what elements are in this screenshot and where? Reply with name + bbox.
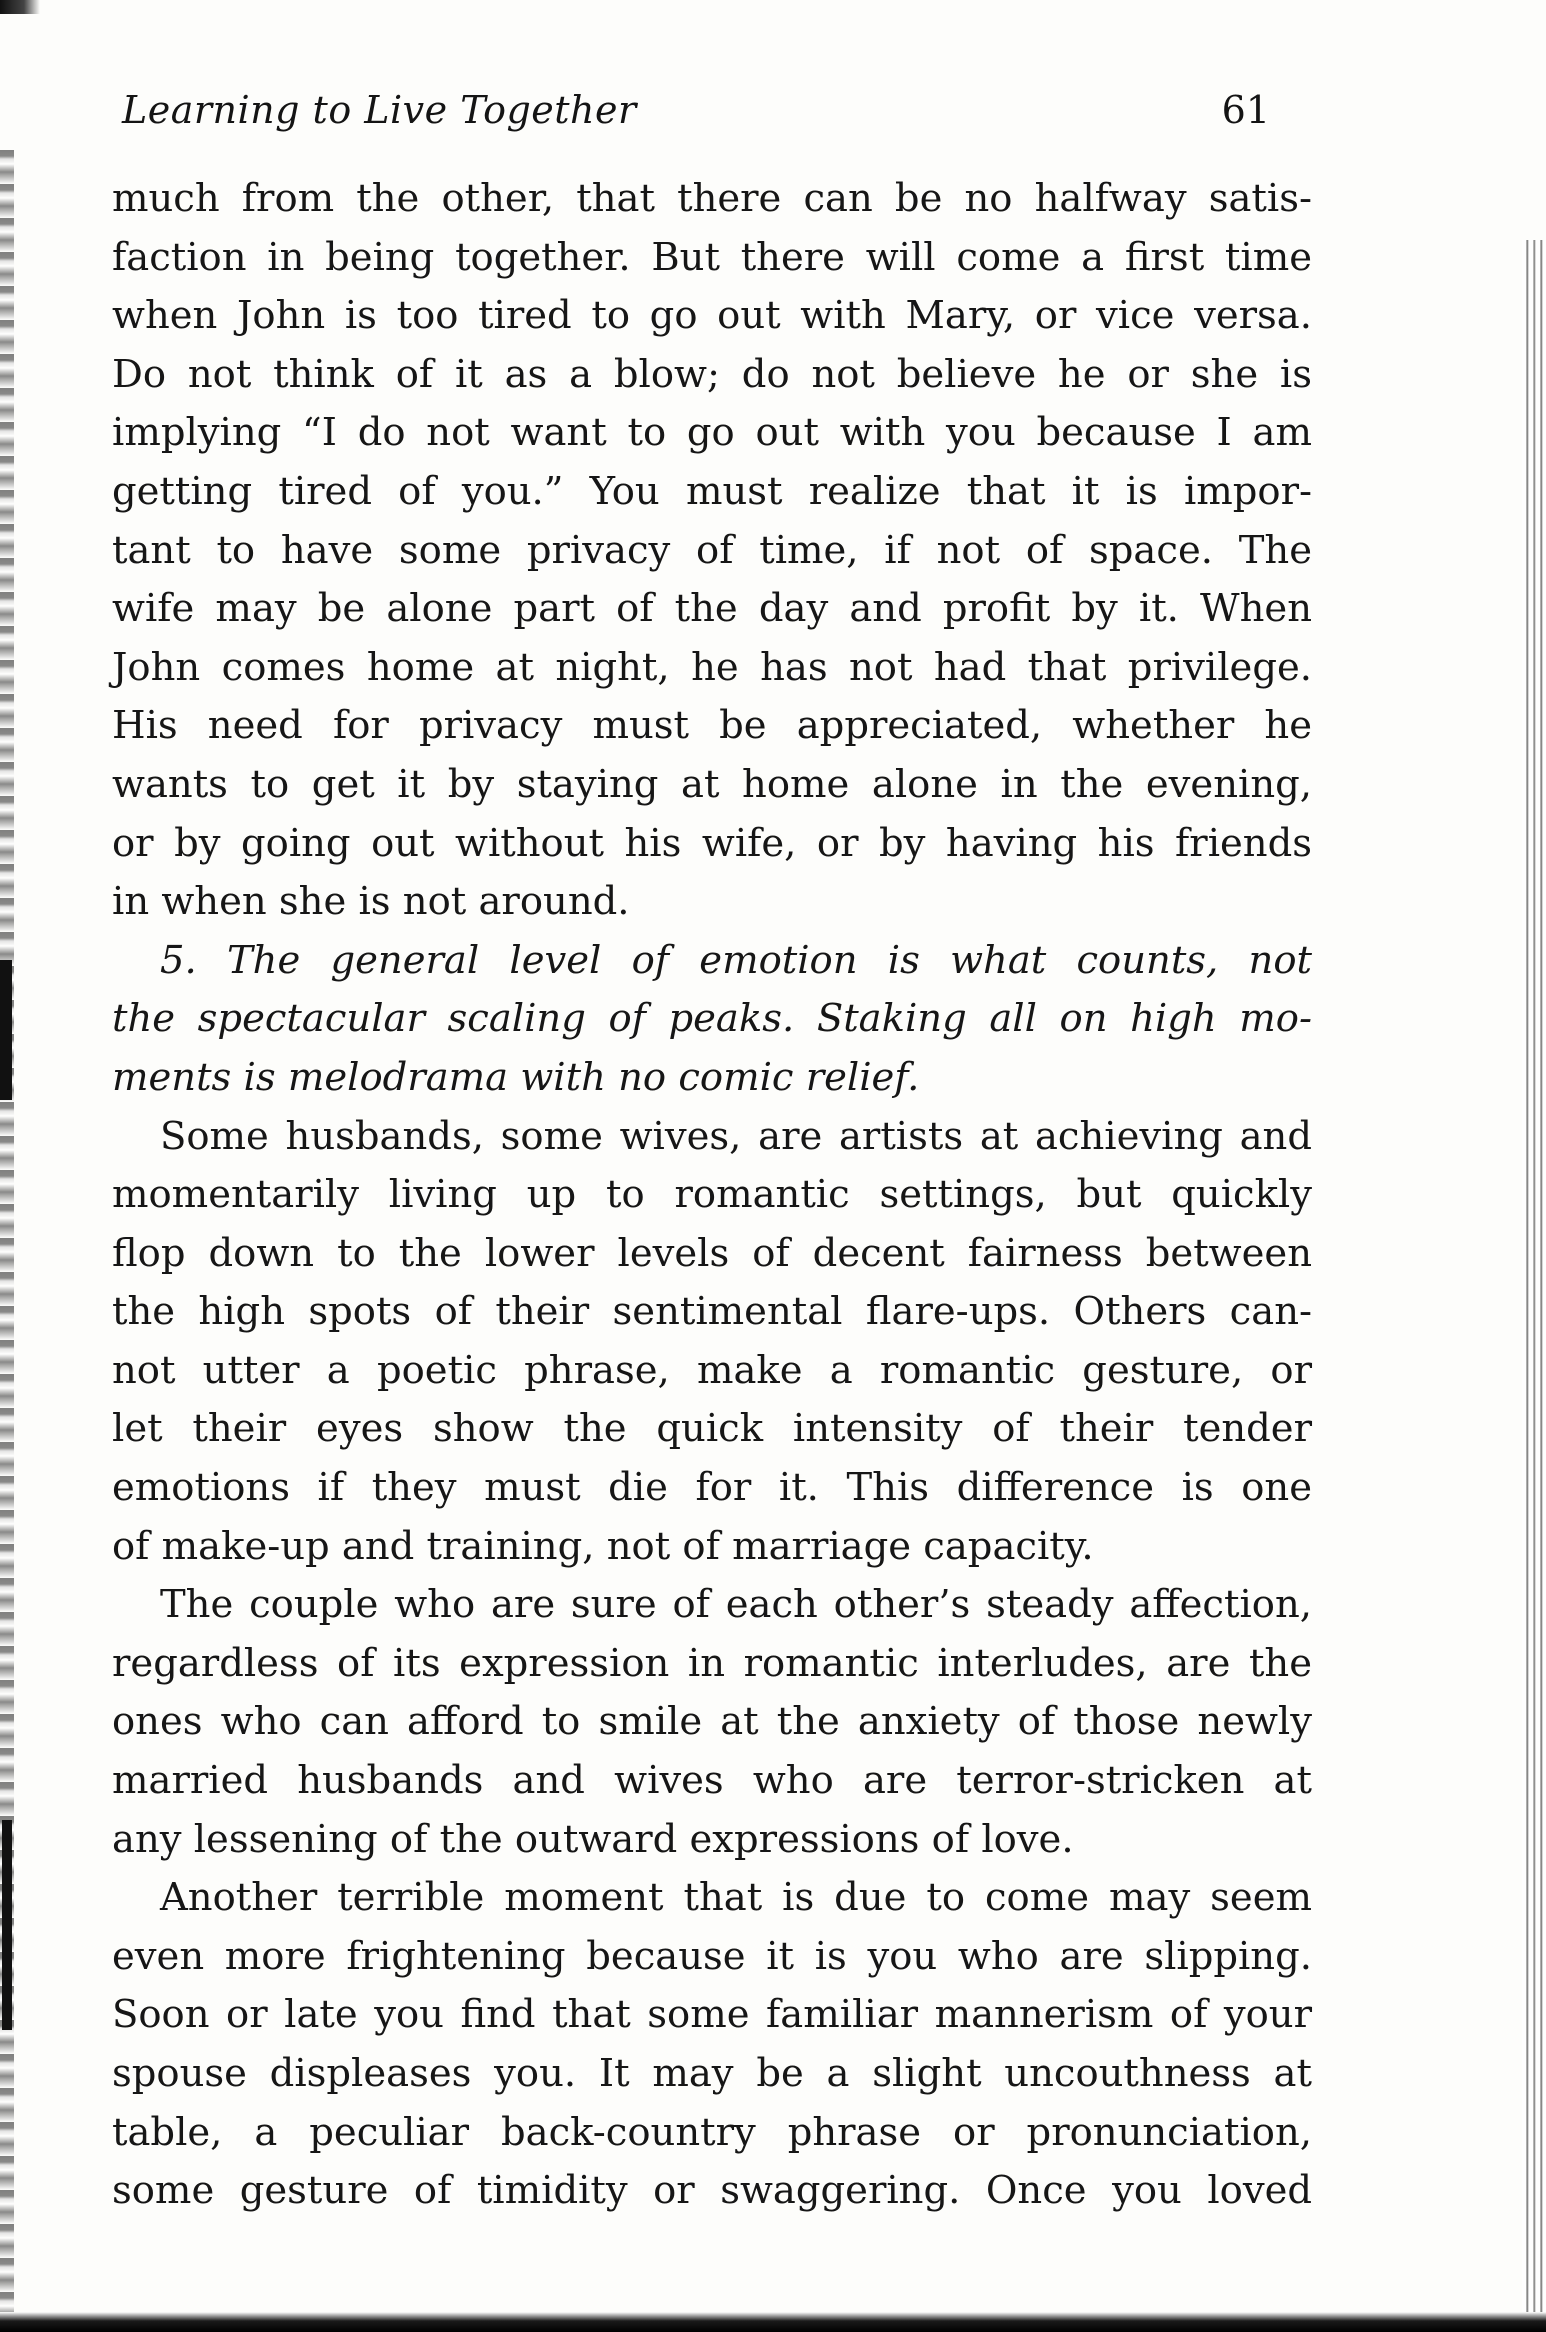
scan-binding-shadow-left xyxy=(0,960,12,1100)
scan-binding-shadow-left-lower xyxy=(2,1820,12,2030)
text-line: let their eyes show the quick intensity of their tender xyxy=(112,1406,1312,1452)
text-line: John comes home at night, he has not had that privilege. xyxy=(112,644,1312,690)
text-line: ments is melodrama with no comic relief. xyxy=(112,1054,920,1100)
text-line: wife may be alone part of the day and profit by it. When xyxy=(112,586,1312,632)
running-head-title: Learning to Live Together xyxy=(122,88,637,132)
text-line: or by going out without his wife, or by having his friends xyxy=(112,820,1312,866)
text-line: 5. The general level of emotion is what counts, not xyxy=(160,937,1312,983)
text-line: any lessening of the outward expressions of love. xyxy=(112,1816,1074,1862)
text-line: spouse displeases you. It may be a slight uncouthness at xyxy=(112,2051,1312,2096)
text-line: not utter a poetic phrase, make a romantic gesture, or xyxy=(112,1347,1312,1393)
text-line: Do not think of it as a blow; do not believe he or she is xyxy=(112,351,1312,397)
text-line: implying “I do not want to go out with you because I am xyxy=(112,410,1312,456)
text-line: the spectacular scaling of peaks. Staking all on high mo- xyxy=(112,996,1312,1042)
page-number: 61 xyxy=(1221,88,1270,132)
text-line: emotions if they must die for it. This difference is one xyxy=(112,1465,1312,1511)
text-line: momentarily living up to romantic settings, but quickly xyxy=(112,1172,1312,1218)
text-line: The couple who are sure of each other’s steady affection, xyxy=(160,1582,1312,1628)
text-line: in when she is not around. xyxy=(112,879,630,925)
text-line: faction in being together. But there will come a first time xyxy=(112,234,1312,280)
text-line: ones who can afford to smile at the anxiety of those newly xyxy=(112,1699,1312,1745)
text-line: much from the other, that there can be no halfway satis- xyxy=(112,176,1312,221)
text-line: getting tired of you.” You must realize that it is impor- xyxy=(112,468,1312,514)
text-line: Some husbands, some wives, are artists at achieving and xyxy=(160,1113,1312,1159)
text-line: flop down to the lower levels of decent fairness between xyxy=(112,1230,1312,1276)
scan-page-edges-right xyxy=(1522,240,1546,2320)
text-line: some gesture of timidity or swaggering. Once you loved xyxy=(112,2168,1312,2214)
text-line: Another terrible moment that is due to come may seem xyxy=(160,1875,1312,1921)
text-line: regardless of its expression in romantic interludes, are the xyxy=(112,1640,1312,1686)
scan-corner-shadow xyxy=(0,0,40,14)
text-line: Soon or late you find that some familiar mannerism of your xyxy=(112,1992,1312,2038)
text-line: His need for privacy must be appreciated, whether he xyxy=(112,703,1312,749)
body-text xyxy=(112,170,1312,2221)
text-line: when John is too tired to go out with Mary, or vice versa. xyxy=(112,293,1312,339)
text-line: wants to get it by staying at home alone in the evening, xyxy=(112,761,1312,807)
text-line: married husbands and wives who are terror-stricken at xyxy=(112,1758,1312,1804)
text-line: table, a peculiar back-country phrase or pronunciation, xyxy=(112,2109,1312,2155)
scan-bottom-edge xyxy=(0,2312,1546,2332)
text-line: even more frightening because it is you who are slipping. xyxy=(112,1933,1312,1979)
text-line: of make-up and training, not of marriage capacity. xyxy=(112,1523,1094,1569)
running-head xyxy=(122,88,1270,144)
text-line: the high spots of their sentimental flare-ups. Others can- xyxy=(112,1289,1312,1335)
text-line: tant to have some privacy of time, if not of space. The xyxy=(112,527,1312,573)
